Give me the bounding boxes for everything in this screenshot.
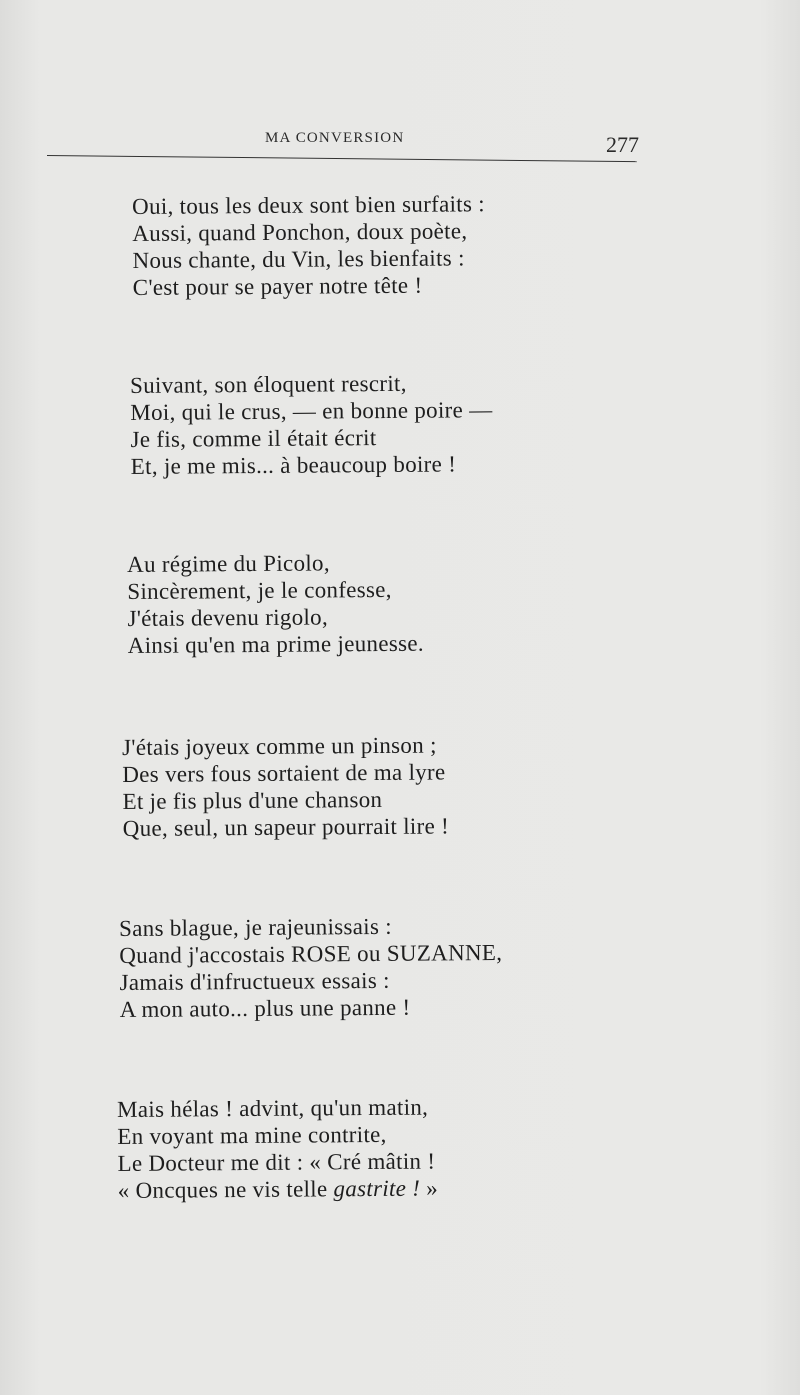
verse-line: Que, seul, un sapeur pourrait lire !	[122, 813, 450, 841]
stanza	[132, 190, 486, 301]
stanza	[117, 1093, 438, 1204]
verse-line: Mais hélas ! advint, qu'un matin,	[117, 1094, 429, 1122]
verse-line: Je fis, comme il était écrit	[130, 425, 377, 452]
verse-line: Le Docteur me dit : « Cré mâtin !	[117, 1148, 436, 1176]
verse-line: Oui, tous les deux sont bien surfaits :	[132, 191, 486, 219]
verse-line: Quand j'accostais ROSE ou SUZANNE,	[119, 939, 503, 968]
verse-line: Sincèrement, je le confesse,	[127, 576, 392, 604]
verse-line: J'étais devenu rigolo,	[127, 604, 329, 631]
verse-line: Au régime du Picolo,	[127, 550, 330, 577]
page-number: 277	[606, 132, 639, 157]
verse-line: Suivant, son éloquent rescrit,	[130, 370, 407, 398]
verse-text: « Oncques ne vis telle	[117, 1176, 334, 1203]
verse-line: Et, je me mis... à beaucoup boire !	[130, 451, 457, 479]
closing-quote: »	[420, 1175, 439, 1201]
running-title: MA CONVERSION	[265, 130, 405, 146]
stanza	[130, 369, 493, 480]
verse-line: Des vers fous sortaient de ma lyre	[122, 759, 446, 787]
verse-line: Sans blague, je rajeunissais :	[119, 913, 393, 941]
stanza	[119, 912, 503, 1023]
verse-line: Ainsi qu'en ma prime jeunesse.	[127, 630, 424, 658]
stanza	[127, 549, 424, 659]
verse-line: Aussi, quand Ponchon, doux poète,	[132, 218, 468, 246]
verse-line: Nous chante, du Vin, les bienfaits :	[132, 245, 465, 273]
verse-line: Moi, qui le crus, — en bonne poire —	[130, 397, 493, 425]
verse-line: Et je fis plus d'une chanson	[122, 786, 383, 814]
verse-line: En voyant ma mine contrite,	[117, 1121, 387, 1149]
verse-line: Jamais d'infructueux essais :	[119, 967, 390, 995]
verse-line: A mon auto... plus une panne !	[119, 994, 411, 1022]
italic-word: gastrite !	[333, 1175, 421, 1202]
header-rule	[47, 155, 637, 162]
verse-line: J'étais joyeux comme un pinson ;	[122, 732, 437, 760]
stanza	[122, 731, 449, 842]
verse-line: C'est pour se payer notre tête !	[132, 272, 423, 300]
verse-line-final	[118, 1174, 439, 1204]
